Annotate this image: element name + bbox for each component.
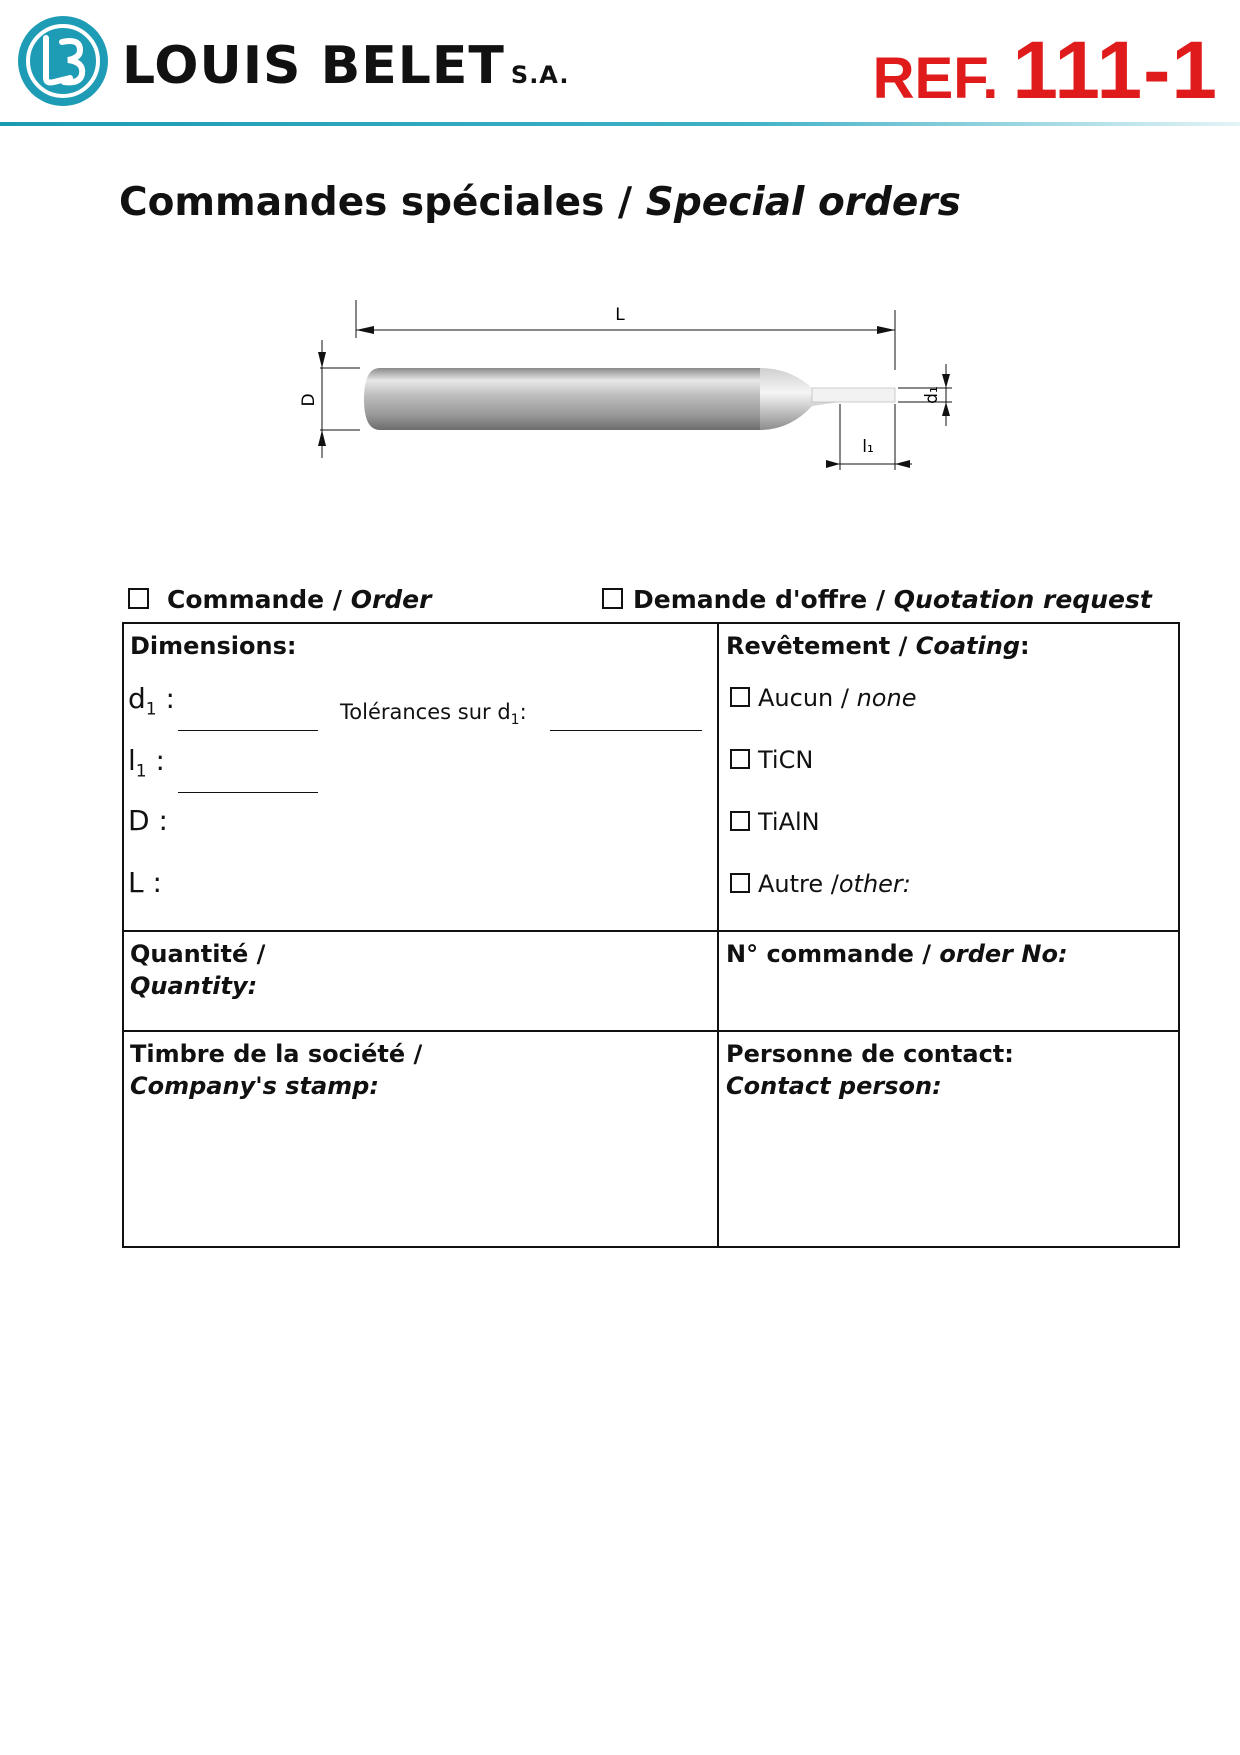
reference-number <box>873 24 1218 118</box>
table-column-divider <box>717 624 719 1246</box>
d1-field-label <box>128 682 175 720</box>
quotation-checkbox[interactable] <box>602 585 1152 614</box>
company-stamp-label[interactable] <box>130 1038 422 1102</box>
table-row-divider <box>124 1030 1178 1032</box>
engraving-tool-drawing-icon <box>299 300 980 480</box>
table-row-divider <box>124 930 1178 932</box>
coating-heading <box>726 630 1030 662</box>
coating-tialn-checkbox[interactable] <box>730 811 750 831</box>
quotation-label-en: Quotation request <box>893 585 1152 614</box>
company-name-text: LOUIS BELET <box>122 36 505 96</box>
coating-other-en: other: <box>838 870 911 898</box>
tolerance-colon: : <box>519 700 527 724</box>
coating-ticn-checkbox[interactable] <box>730 749 750 769</box>
coating-other-fr: Autre / <box>758 870 839 898</box>
title-en: Special orders <box>645 180 961 225</box>
dim-D-label: D <box>299 393 319 407</box>
tolerance-sub: 1 <box>510 712 520 729</box>
dimensions-heading: Dimensions: <box>130 632 297 660</box>
d1-sub: 1 <box>145 699 157 720</box>
order-form-table <box>122 622 1180 1248</box>
contact-person-fr: Personne de contact: <box>726 1040 1014 1068</box>
order-label-fr: Commande / <box>167 585 351 614</box>
coating-other-checkbox[interactable] <box>730 873 750 893</box>
coating-none-checkbox[interactable] <box>730 687 750 707</box>
dim-d1-label: d₁ <box>922 386 942 404</box>
ref-number-value: 111-1 <box>1012 25 1218 116</box>
company-stamp-en: Company's stamp: <box>130 1072 379 1100</box>
ref-word: REF. <box>872 46 999 111</box>
tolerance-input-line[interactable] <box>550 730 702 731</box>
quotation-checkbox-box[interactable] <box>602 588 623 609</box>
quotation-label-fr: Demande d'offre / <box>633 585 894 614</box>
L-field-label: L : <box>128 866 162 899</box>
tool-drawing <box>299 300 980 480</box>
page-title <box>119 180 961 225</box>
company-stamp-fr: Timbre de la société / <box>130 1040 423 1068</box>
dim-l1-label: l₁ <box>862 437 874 457</box>
coating-heading-colon: : <box>1020 632 1030 660</box>
D-field-label: D : <box>128 804 168 837</box>
page-header <box>0 0 1240 128</box>
company-logo <box>18 16 108 106</box>
coating-none-en: none <box>856 684 917 712</box>
coating-ticn-label: TiCN <box>758 746 814 774</box>
coating-none-fr: Aucun / <box>758 684 857 712</box>
d1-colon: : <box>156 682 175 715</box>
company-suffix: S.A. <box>510 61 570 89</box>
contact-person-label[interactable] <box>726 1038 1014 1102</box>
order-number-fr: N° commande / <box>726 940 940 968</box>
order-checkbox-box[interactable] <box>128 588 149 609</box>
logo-monogram-icon <box>18 16 108 106</box>
d1-input-line[interactable] <box>178 730 318 731</box>
l1-field-label <box>128 744 165 782</box>
order-number-en: order No: <box>939 940 1068 968</box>
quantity-label[interactable] <box>130 938 265 1002</box>
coating-option-other[interactable] <box>730 870 911 898</box>
d1-main: d <box>128 682 146 715</box>
tolerance-main: Tolérances sur d <box>340 700 511 724</box>
order-label-en: Order <box>350 585 432 614</box>
coating-option-none[interactable] <box>730 684 916 712</box>
coating-option-tialn[interactable] <box>730 808 820 836</box>
order-number-label[interactable] <box>726 938 1068 970</box>
header-divider <box>0 122 1240 126</box>
order-checkbox[interactable] <box>128 585 431 614</box>
coating-heading-fr: Revêtement / <box>726 632 916 660</box>
company-name <box>122 36 569 105</box>
coating-option-ticn[interactable] <box>730 746 813 774</box>
quantity-label-fr: Quantité / <box>130 940 266 968</box>
dim-L-label: L <box>615 305 625 325</box>
coating-tialn-label: TiAlN <box>758 808 820 836</box>
l1-main: l <box>128 744 136 777</box>
coating-heading-en: Coating <box>915 632 1021 660</box>
l1-sub: 1 <box>135 761 147 782</box>
contact-person-en: Contact person: <box>726 1072 942 1100</box>
title-fr: Commandes spéciales / <box>119 180 646 225</box>
tolerance-d1-label <box>340 700 527 728</box>
l1-input-line[interactable] <box>178 792 318 793</box>
l1-colon: : <box>146 744 165 777</box>
quantity-label-en: Quantity: <box>130 972 258 1000</box>
